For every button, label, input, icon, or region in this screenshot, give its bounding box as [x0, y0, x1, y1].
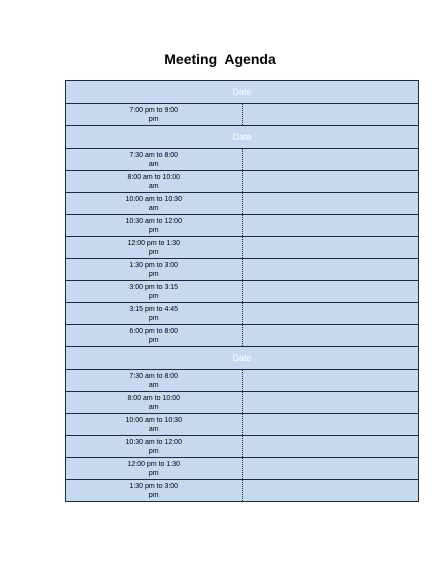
time-slot-label: 1:30 pm to 3:00 pm: [129, 482, 179, 499]
agenda-row: [66, 392, 419, 414]
date-header-row: [66, 347, 419, 370]
time-slot-cell: [66, 325, 243, 347]
agenda-row: [66, 303, 419, 325]
agenda-row: [66, 193, 419, 215]
time-slot-cell: [66, 237, 243, 259]
time-slot-cell: [66, 104, 243, 126]
time-slot-label: 10:30 am to 12:00 pm: [125, 438, 182, 455]
agenda-row: [66, 259, 419, 281]
agenda-row: [66, 414, 419, 436]
time-slot-cell: [66, 458, 243, 480]
agenda-notes-cell[interactable]: [242, 480, 419, 502]
agenda-notes-cell[interactable]: [242, 281, 419, 303]
agenda-notes-cell[interactable]: [242, 215, 419, 237]
time-slot-label: 12:00 pm to 1:30 pm: [127, 460, 181, 477]
agenda-row: [66, 458, 419, 480]
time-slot-label: 7:00 pm to 9:00 pm: [129, 106, 179, 123]
agenda-notes-cell[interactable]: [242, 370, 419, 392]
agenda-notes-cell[interactable]: [242, 259, 419, 281]
time-slot-cell: [66, 281, 243, 303]
agenda-table: [65, 80, 419, 502]
time-slot-label: 10:00 am to 10:30 am: [125, 416, 182, 433]
agenda-row: [66, 104, 419, 126]
agenda-row: [66, 370, 419, 392]
agenda-notes-cell[interactable]: [242, 149, 419, 171]
agenda-row: [66, 325, 419, 347]
time-slot-label: 10:30 am to 12:00 pm: [125, 217, 182, 234]
time-slot-cell: [66, 171, 243, 193]
time-slot-cell: [66, 436, 243, 458]
agenda-row: [66, 171, 419, 193]
time-slot-cell: [66, 215, 243, 237]
date-header-cell: Date: [66, 81, 419, 104]
agenda-notes-cell[interactable]: [242, 436, 419, 458]
time-slot-cell: [66, 370, 243, 392]
date-header-row: [66, 81, 419, 104]
time-slot-cell: [66, 303, 243, 325]
agenda-notes-cell[interactable]: [242, 104, 419, 126]
time-slot-cell: [66, 392, 243, 414]
agenda-row: [66, 480, 419, 502]
agenda-notes-cell[interactable]: [242, 458, 419, 480]
time-slot-cell: [66, 193, 243, 215]
date-header-cell: Date: [66, 347, 419, 370]
agenda-notes-cell[interactable]: [242, 325, 419, 347]
time-slot-label: 10:00 am to 10:30 am: [125, 195, 182, 212]
time-slot-label: 12:00 pm to 1:30 pm: [127, 239, 181, 256]
agenda-notes-cell[interactable]: [242, 414, 419, 436]
agenda-row: [66, 149, 419, 171]
agenda-notes-cell[interactable]: [242, 303, 419, 325]
agenda-row: [66, 215, 419, 237]
agenda-row: [66, 436, 419, 458]
time-slot-label: 3:00 pm to 3:15 pm: [129, 283, 179, 300]
time-slot-label: 3:15 pm to 4:45 pm: [129, 305, 179, 322]
agenda-notes-cell[interactable]: [242, 392, 419, 414]
page-title: Meeting Agenda: [164, 51, 276, 67]
time-slot-label: 6:00 pm to 8:00 pm: [129, 327, 179, 344]
time-slot-cell: [66, 480, 243, 502]
time-slot-label: 8:00 am to 10:00 am: [127, 394, 181, 411]
time-slot-cell: [66, 414, 243, 436]
agenda-body: [66, 81, 419, 502]
date-header-cell: Date: [66, 126, 419, 149]
agenda-row: [66, 237, 419, 259]
agenda-row: [66, 281, 419, 303]
time-slot-cell: [66, 259, 243, 281]
date-header-row: [66, 126, 419, 149]
agenda-notes-cell[interactable]: [242, 193, 419, 215]
time-slot-label: 8:00 am to 10:00 am: [127, 173, 181, 190]
agenda-notes-cell[interactable]: [242, 237, 419, 259]
agenda-notes-cell[interactable]: [242, 171, 419, 193]
time-slot-label: 7:30 am to 8:00 am: [129, 151, 179, 168]
time-slot-cell: [66, 149, 243, 171]
time-slot-label: 1:30 pm to 3:00 pm: [129, 261, 179, 278]
time-slot-label: 7:30 am to 8:00 am: [129, 372, 179, 389]
